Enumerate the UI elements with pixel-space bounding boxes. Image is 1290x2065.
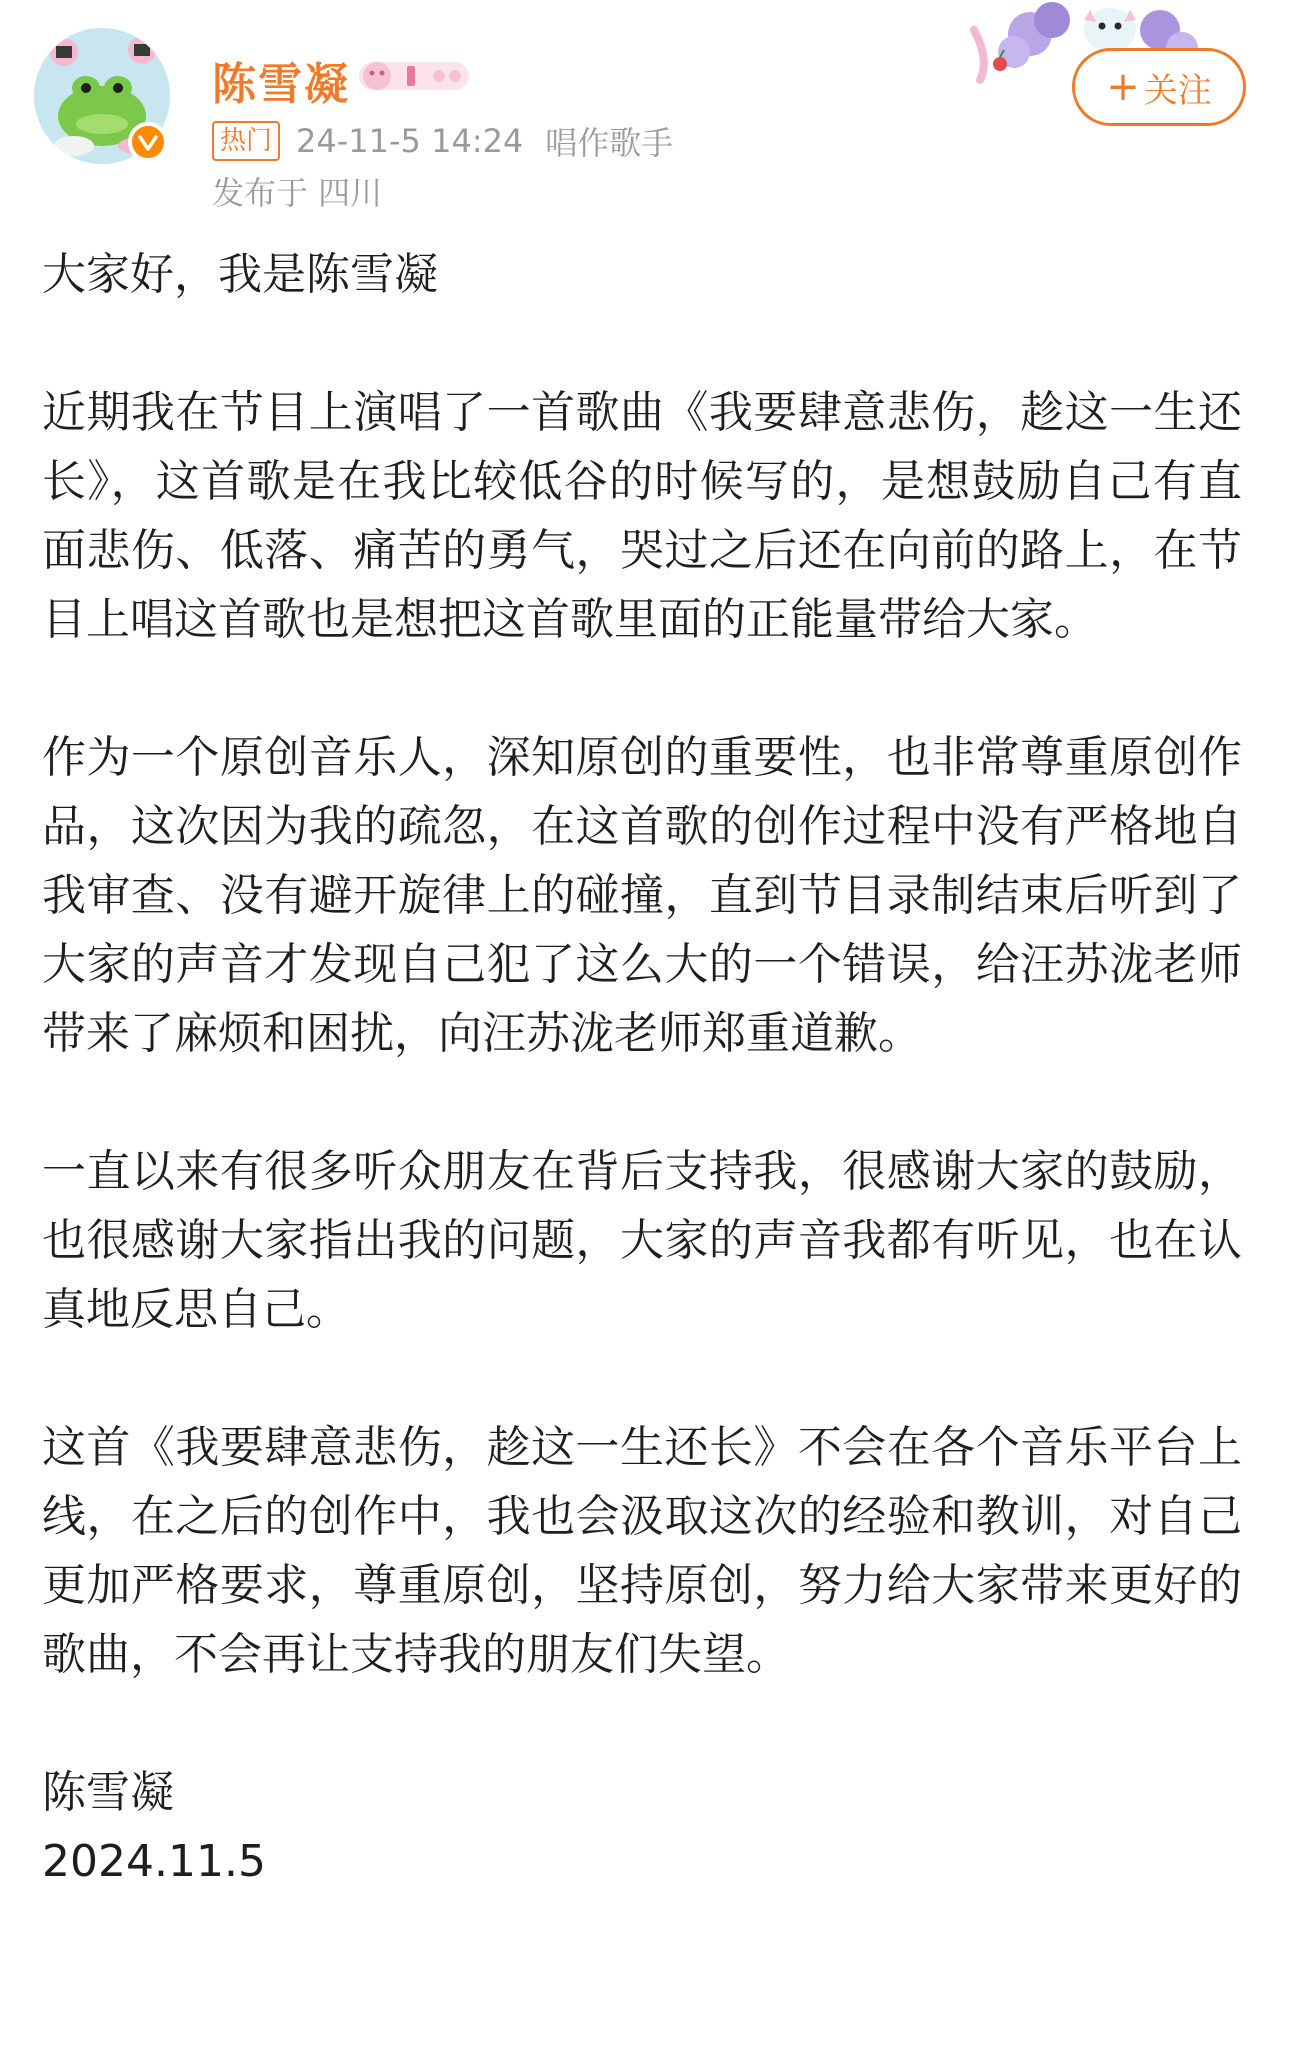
username[interactable]: 陈雪凝 bbox=[212, 59, 350, 110]
post-body bbox=[42, 240, 1242, 1896]
post-time: 24-11-5 14:24 bbox=[296, 122, 524, 160]
post-header bbox=[0, 0, 1290, 220]
post-paragraph: 这首《我要肆意悲伤，趁这一生还长》不会在各个音乐平台上线，在之后的创作中，我也会汲取这次的经验和教训，对自己更加严格要求，尊重原创，坚持原创，努力给大家带来更好的歌曲，不会再让支持我的朋友们失望。 bbox=[42, 1422, 1242, 1680]
signature-date: 2024.11.5 bbox=[42, 1836, 266, 1887]
user-role: 唱作歌手 bbox=[545, 124, 674, 162]
member-badge-icon bbox=[355, 56, 473, 94]
follow-button-label: 关注 bbox=[1143, 70, 1212, 111]
plus-icon: + bbox=[1106, 64, 1140, 110]
post-paragraph: 近期我在节目上演唱了一首歌曲《我要肆意悲伤，趁这一生还长》，这首歌是在我比较低谷的时候写的，是想鼓励自己有直面悲伤、低落、痛苦的勇气，哭过之后还在向前的路上，在节目上唱这首歌也是想把这首歌里面的正能量带给大家。 bbox=[42, 387, 1242, 645]
post-meta bbox=[212, 118, 673, 164]
post-paragraph: 作为一个原创音乐人，深知原创的重要性，也非常尊重原创作品，这次因为我的疏忽，在这首歌的创作过程中没有严格地自我审查、没有避开旋律上的碰撞，直到节目录制结束后听到了大家的声音才发现自己犯了这么大的一个错误，给汪苏泷老师带来了麻烦和困扰，向汪苏泷老师郑重道歉。 bbox=[42, 732, 1242, 1059]
post-paragraph: 一直以来有很多听众朋友在背后支持我，很感谢大家的鼓励，也很感谢大家指出我的问题，大家的声音我都有听见，也在认真地反思自己。 bbox=[42, 1146, 1242, 1335]
verified-badge-icon bbox=[128, 122, 168, 162]
signature-name: 陈雪凝 bbox=[42, 1767, 174, 1818]
post-location: 发布于 四川 bbox=[212, 174, 383, 212]
post-paragraph: 大家好，我是陈雪凝 bbox=[42, 249, 438, 300]
hot-tag: 热门 bbox=[212, 121, 280, 161]
follow-button[interactable] bbox=[1072, 48, 1246, 126]
